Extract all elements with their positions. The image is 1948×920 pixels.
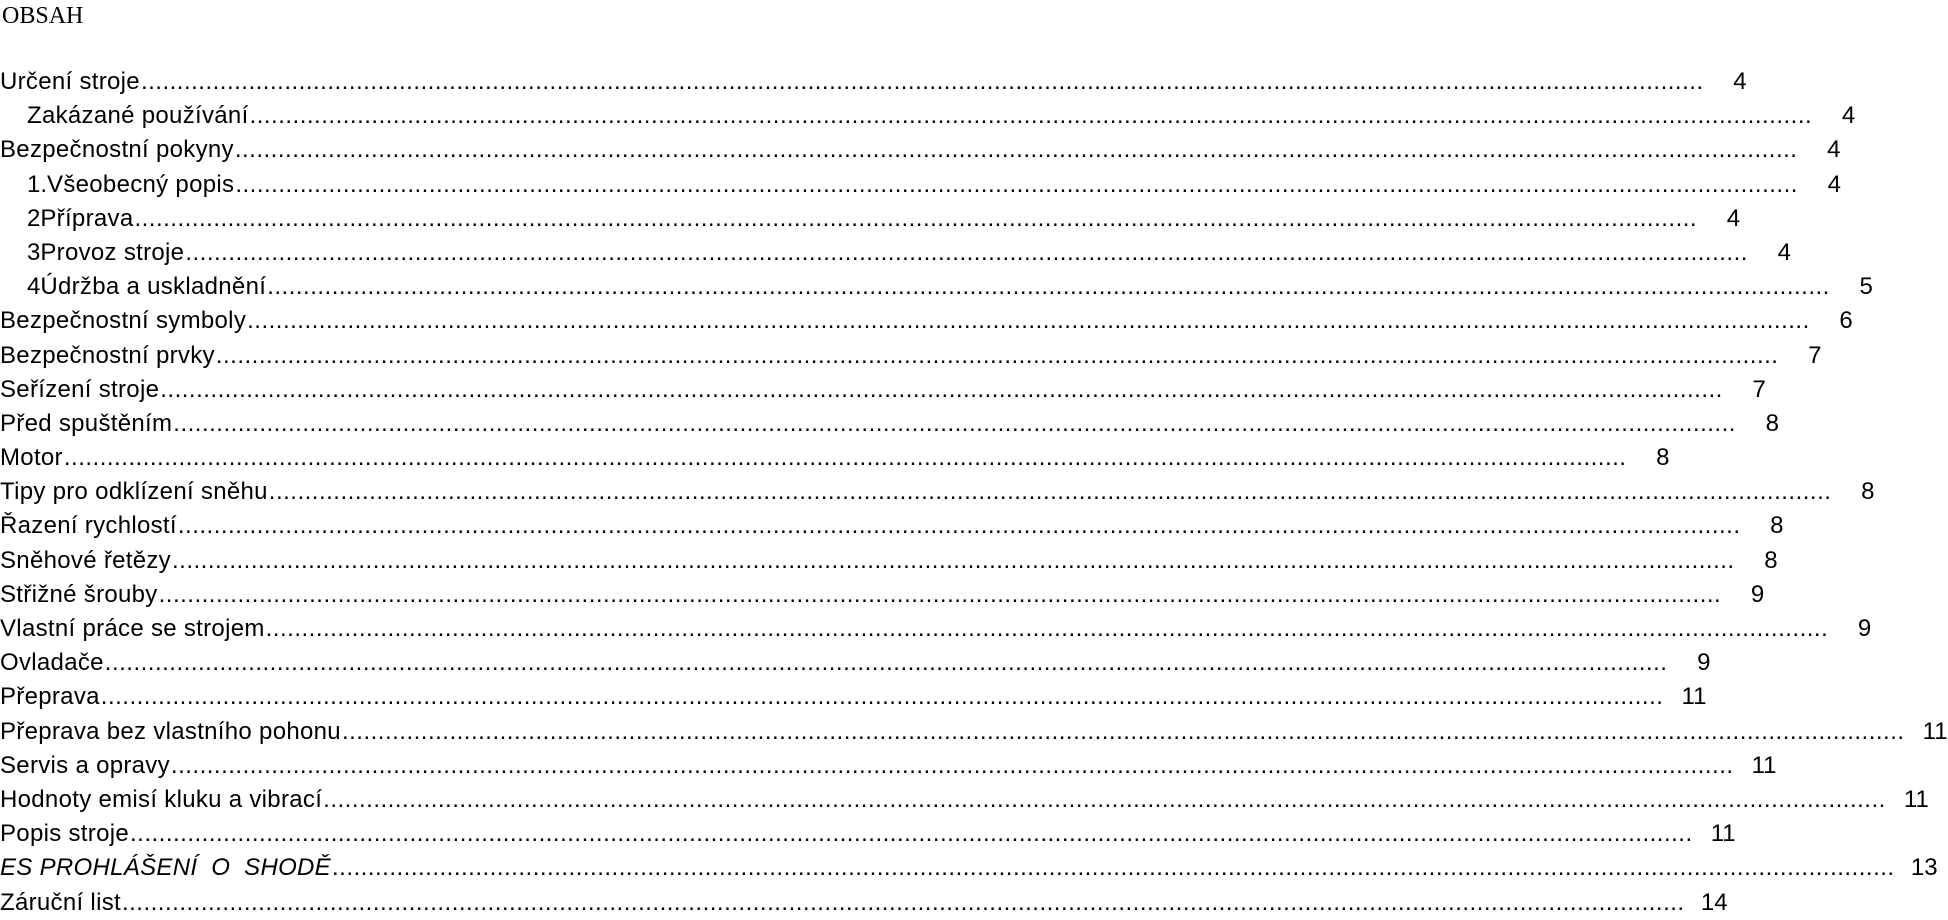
toc-entry-title: Údržba a uskladnění [40,273,267,301]
dot-leader [105,646,1668,680]
toc-entry-page: 8 [1656,444,1670,472]
toc-entry-page: 9 [1857,615,1872,642]
dot-leader [134,202,1697,236]
toc-entry-title: Sněhové řetězy [0,546,171,574]
toc-entry-page: 8 [1861,478,1875,506]
toc-entry-title: Před spuštěním [0,409,173,437]
dot-leader [266,612,1829,646]
dot-leader [247,304,1810,338]
toc-entry[interactable] [0,304,1853,338]
toc-entry[interactable] [0,236,1791,270]
toc-entry-title: Přeprava [0,683,100,711]
toc-entry[interactable] [0,270,1873,304]
toc-entry-page: 11 [1903,785,1929,813]
toc-entry-title: Zakázané používání [27,102,249,130]
toc-entry[interactable] [0,612,1872,646]
toc-entry-page: 11 [1681,683,1707,711]
toc-entry-page: 4 [1733,68,1747,95]
toc-entry[interactable] [0,202,1741,236]
toc-entry-page: 4 [1841,102,1856,130]
toc-entry-page: 13 [1910,854,1938,882]
toc-entry[interactable] [0,509,1784,543]
dot-leader [141,65,1704,99]
toc-entry[interactable] [0,407,1779,441]
page-title: OBSAH [2,3,84,29]
toc-entry[interactable] [0,339,1822,373]
toc-entry-title: Střižné šrouby [0,580,158,608]
toc-entry-title: Popis stroje [0,820,129,848]
toc-entry[interactable] [0,475,1875,509]
toc-entry-title: Hodnoty emisí kluku a vibrací [0,785,323,813]
toc-entry-page: 9 [1697,649,1711,677]
dot-leader [235,168,1798,202]
toc-entry[interactable] [0,715,1948,749]
toc-entry-page: 4 [1827,170,1841,198]
dot-leader [185,236,1748,270]
toc-entry[interactable] [0,168,1841,202]
dot-leader [250,99,1813,133]
toc-entry-page: 6 [1839,307,1853,335]
toc-entry-title: Příprava [40,204,134,232]
toc-entry-title: Tipy pro odklízení sněhu [0,478,268,506]
toc-entry-number: 3 [27,238,41,266]
toc-entry-title: Přeprava bez vlastního pohonu [0,717,341,745]
dot-leader [173,407,1736,441]
dot-leader [269,475,1832,509]
toc-entry-page: 8 [1770,512,1784,540]
toc-entry-title: Ovladače [0,649,104,677]
toc-entry[interactable] [0,783,1929,817]
dot-leader [122,886,1685,920]
toc-entry[interactable] [0,544,1778,578]
toc-entry-page: 14 [1700,888,1728,916]
toc-entry-page: 7 [1808,341,1822,369]
toc-entry-page: 4 [1777,238,1791,266]
toc-entry-page: 4 [1827,136,1841,164]
dot-leader [332,851,1895,885]
dot-leader [130,817,1693,851]
toc-entry-title: Seřízení stroje [0,375,160,403]
dot-leader [178,509,1741,543]
toc-entry-page: 7 [1752,375,1766,403]
toc-entry-title: Záruční list [0,888,121,916]
dot-leader [267,270,1830,304]
dot-leader [342,715,1905,749]
dot-leader [323,783,1886,817]
toc-entry[interactable] [0,578,1765,612]
dot-leader [172,544,1735,578]
toc-entry-title: Řazení rychlostí [0,512,177,540]
dot-leader [159,578,1722,612]
toc-entry-number: 4 [27,273,41,301]
toc-entry-page: 5 [1859,273,1873,301]
toc-entry-page: 8 [1765,409,1779,437]
toc-entry[interactable] [0,646,1711,680]
toc-entry[interactable] [0,680,1707,714]
toc-entry-title: Bezpečnostní pokyny [0,136,234,164]
toc-entry-title: Motor [0,444,63,472]
toc-entry[interactable] [0,817,1736,851]
dot-leader [235,133,1798,167]
toc-entry[interactable] [0,133,1841,167]
toc-entry-page: 11 [1922,717,1948,745]
toc-entry-title: Provoz stroje [40,238,185,266]
toc-entry[interactable] [0,373,1766,407]
dot-leader [160,373,1723,407]
toc-entry[interactable] [0,65,1747,99]
dot-leader [171,749,1734,783]
toc-entry-title: Všeobecný popis [47,170,235,198]
toc-entry[interactable] [0,886,1728,920]
toc-entry-page: 4 [1726,204,1741,232]
table-of-contents [0,65,1948,920]
toc-entry-title: Vlastní práce se strojem [0,615,265,642]
toc-entry-page: 9 [1750,580,1765,608]
toc-entry-title: Určení stroje [0,68,140,95]
toc-entry-page: 11 [1710,820,1736,848]
toc-entry-title: Servis a opravy [0,751,170,779]
toc-entry-title: ES PROHLÁŠENÍ O SHODĚ [0,854,331,882]
toc-entry[interactable] [0,99,1856,133]
toc-entry[interactable] [0,851,1938,885]
dot-leader [101,680,1664,714]
toc-entry[interactable] [0,441,1670,475]
toc-entry-number: 1. [27,170,48,198]
toc-entry-page: 8 [1764,546,1778,574]
dot-leader [216,339,1779,373]
dot-leader [64,441,1627,475]
toc-entry-page: 11 [1751,751,1777,779]
toc-entry-title: Bezpečnostní prvky [0,341,215,369]
toc-entry-number: 2 [27,204,41,232]
toc-entry-title: Bezpečnostní symboly [0,307,247,335]
toc-entry[interactable] [0,749,1777,783]
